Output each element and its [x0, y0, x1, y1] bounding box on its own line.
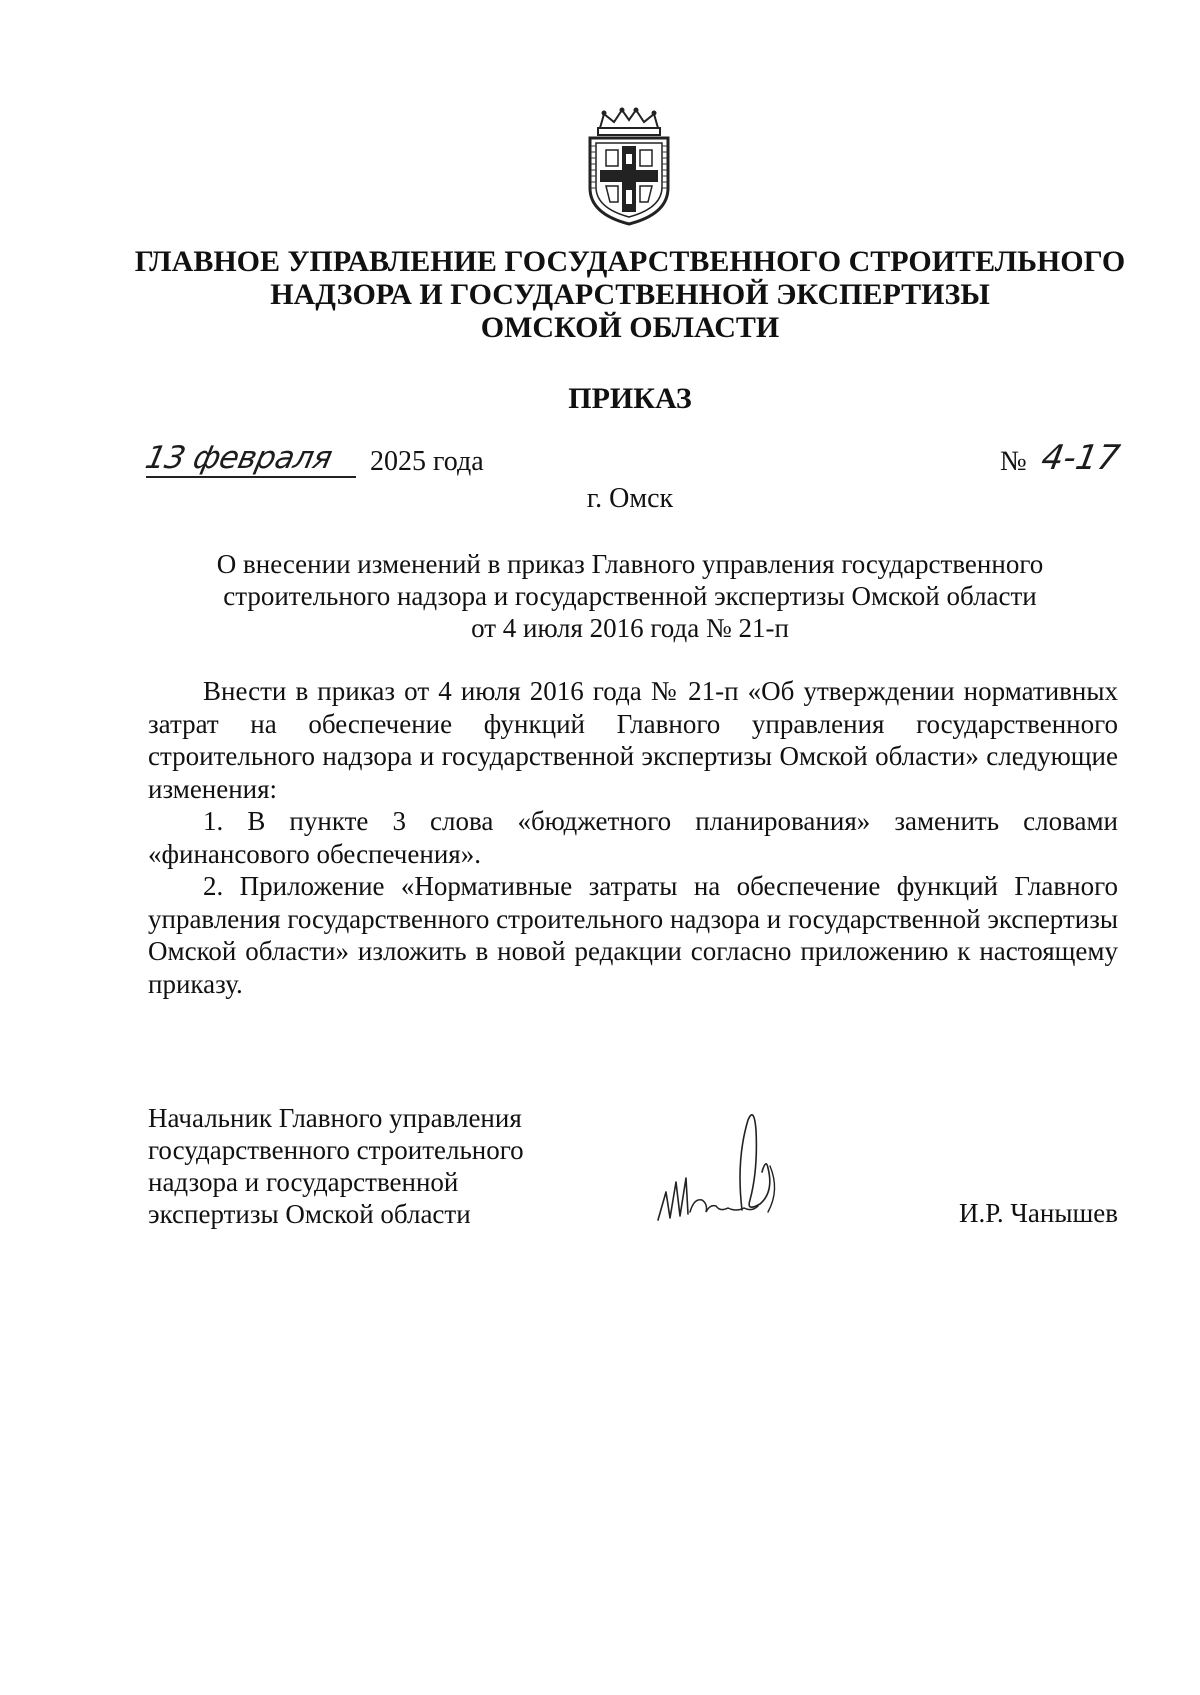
body-item-1: 1. В пункте 3 слова «бюджетного планирования» заменить словами «финансового обеспечения». [148, 806, 1118, 869]
date-underline [146, 476, 356, 478]
number-handwritten: 4-17 [1038, 438, 1123, 478]
org-title-line-1: ГЛАВНОЕ УПРАВЛЕНИЕ ГОСУДАРСТВЕННОГО СТРОИТЕЛЬНОГО [134, 245, 1126, 278]
handwritten-signature [650, 1100, 810, 1240]
coat-of-arms-emblem [582, 106, 676, 226]
signer-position-line-1: Начальник Главного управления [148, 1103, 522, 1133]
document-subject [170, 548, 1090, 644]
city: г. Омск [586, 483, 674, 514]
signer-name: И.Р. Чанышев [958, 1198, 1118, 1228]
signer-position-line-2: государственного строительного [148, 1135, 524, 1165]
signer-position [148, 1102, 524, 1230]
subject-line-2: строительного надзора и государственной экспертизы Омской области [223, 581, 1037, 611]
signer-position-line-3: надзора и государственной [148, 1167, 459, 1197]
body-intro-paragraph: Внести в приказ от 4 июля 2016 года № 21-п «Об утверждении нормативных затрат на обеспечение функций Главного управления государственного строительного надзора и государственной экспертизы Омской области» следующие изменения: [148, 676, 1118, 804]
document-date [142, 440, 516, 480]
date-year: 2025 года [370, 446, 484, 477]
number-sign: № [1000, 446, 1027, 477]
date-handwritten: 13 февраля [142, 440, 336, 476]
signer-position-line-4: экспертизы Омской области [148, 1199, 471, 1229]
org-title-line-3: ОМСКОЙ ОБЛАСТИ [480, 311, 780, 344]
subject-line-1: О внесении изменений в приказ Главного управления государственного [216, 549, 1044, 579]
document-type: ПРИКАЗ [568, 382, 692, 415]
org-title-line-2: НАДЗОРА И ГОСУДАРСТВЕННОЙ ЭКСПЕРТИЗЫ [270, 278, 990, 311]
body-item-2: 2. Приложение «Нормативные затраты на обеспечение функций Главного управления государственного строительного надзора и государственной экспертизы Омской области» изложить в новой редакции согласно приложению к настоящему приказу. [148, 871, 1118, 999]
subject-line-3: от 4 июля 2016 года № 21-п [471, 613, 789, 643]
document-body [148, 675, 1118, 1000]
document-number [1000, 440, 1130, 484]
organization-title [100, 245, 1160, 344]
